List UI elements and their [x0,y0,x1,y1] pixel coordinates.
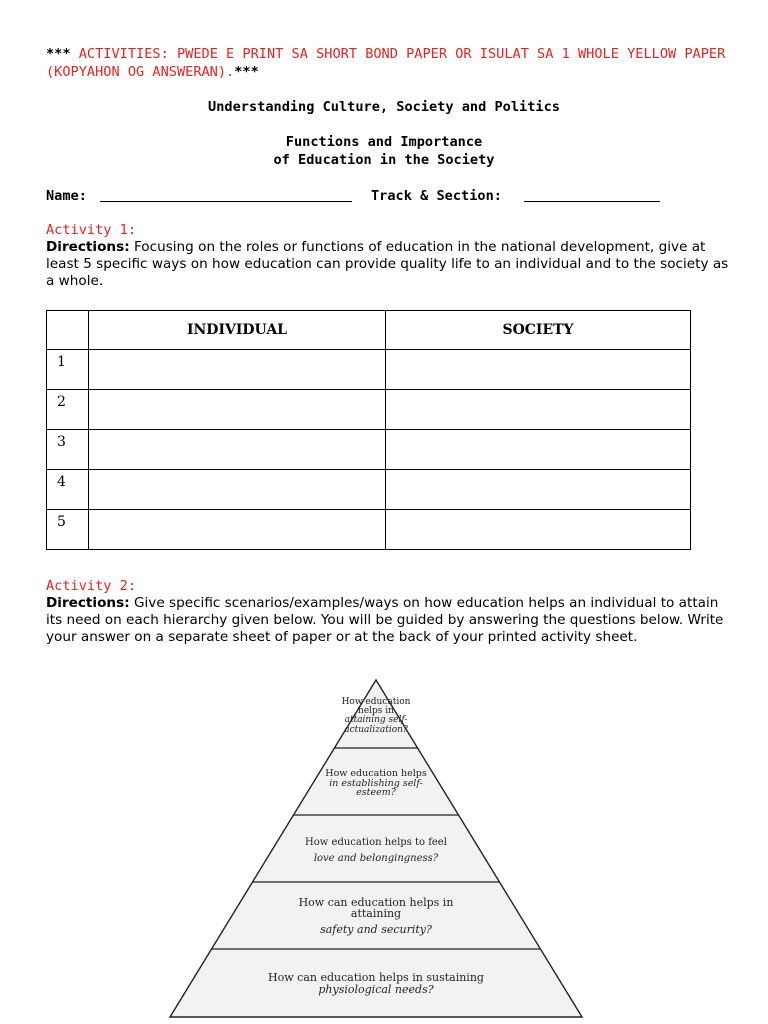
level4-line3: esteem? [356,787,396,798]
level4-line1: How education helps [325,768,427,779]
level1-line1: How can education helps in sustaining [268,971,484,984]
level5-line2: helps in [358,706,394,716]
column-header-individual: INDIVIDUAL [89,311,386,350]
level1-line2: physiological needs? [318,983,434,996]
row-number: 2 [47,390,89,430]
subject-title: Understanding Culture, Society and Politics [208,99,560,115]
level3-line2: love and belongingness? [313,853,439,864]
banner-stars-open: *** [46,46,71,62]
page-title-line2: of Education in the Society [273,152,495,168]
column-header-society: SOCIETY [386,311,691,350]
row-number: 1 [47,350,89,390]
row-number: 4 [47,470,89,510]
level2-line3: safety and security? [320,923,432,936]
page-title-line1: Functions and Importance [285,134,483,150]
track-section-label: Track & Section: [371,188,502,204]
banner-text: ACTIVITIES: PWEDE E PRINT SA SHORT BOND PAPER OR ISULAT SA 1 WHOLE YELLOW PAPER (KOPYAHON OG ANSWERAN). [46,46,726,80]
level4-line2: in establishing self- [329,778,423,789]
level2-line2: attaining [350,907,402,920]
activity1-directions-text: Focusing on the roles or functions of education in the national development, give at least 5 specific ways on how education can provide quality life to an individual and to the society as a whole. [46,239,729,289]
level5-line1: How education [341,697,411,707]
activity1-directions-label: Directions: [46,239,130,255]
level5-line3: attaining self- [344,715,408,725]
banner-stars-close: *** [234,64,259,80]
level5-line4: actualization? [344,725,408,735]
level2-line1: How can education helps in [298,896,454,909]
level3-line1: How education helps to feel [305,837,447,848]
activity1-heading: Activity 1: [46,222,137,238]
row-number: 3 [47,430,89,470]
row-number: 5 [47,510,89,550]
activity2-heading: Activity 2: [46,578,137,594]
activity2-directions-label: Directions: [46,595,130,611]
activity2-directions-text: Give specific scenarios/examples/ways on how education helps an individual to attain its need on each hierarchy given below. You will be guided by answering the questions below. Write your answer on a separate sheet of paper or at the back of your printed activity sheet. [46,595,724,645]
name-label: Name: [46,188,87,204]
